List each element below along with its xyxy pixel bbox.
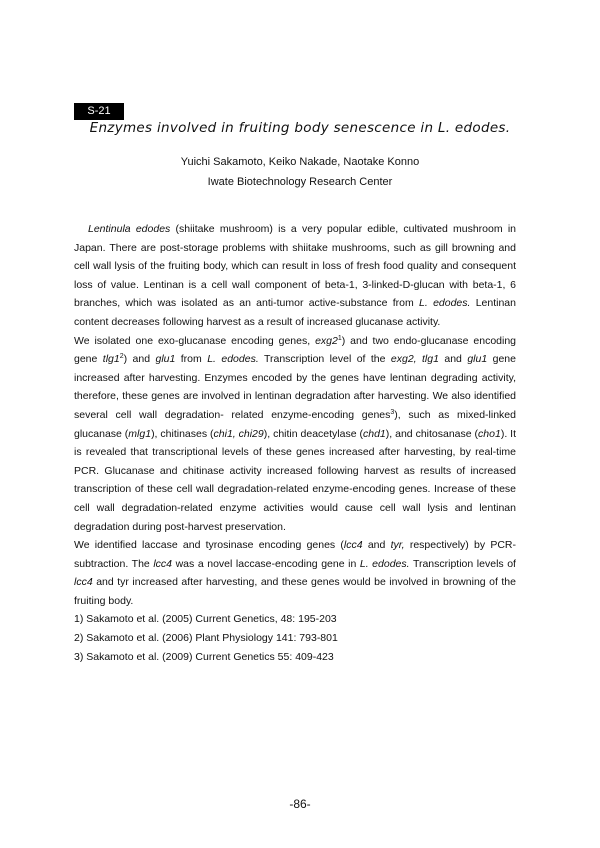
text-run: and tyr increased after harvesting, and these genes would be involved in browning of the fruiting body. (74, 576, 516, 607)
species-name: L. edodes. (359, 557, 410, 570)
text-run: respectively) by PCR-subtraction. The (74, 539, 516, 570)
text-run: Transcription level of the (258, 353, 391, 366)
text-run: ), chitinases ( (151, 427, 214, 440)
citation-marker: 1 (337, 334, 342, 342)
gene-name: glu1 (467, 353, 488, 366)
text-run: ), chitin deacetylase ( (263, 427, 363, 440)
text-run: was a novel laccase-encoding gene in (172, 557, 360, 570)
text-run: and (362, 539, 391, 552)
paper-title: Enzymes involved in fruiting body senescence in L. edodes. (89, 120, 511, 136)
text-run: ), such as mixed-linked glucanase ( (74, 408, 516, 440)
text-run: and (438, 353, 468, 366)
text-run: We identified laccase and tyrosinase encoding genes ( (74, 539, 344, 552)
text-run: Lentinan content decreases following harvest as a result of increased glucanase activity. (74, 297, 516, 328)
gene-name: cho1 (478, 427, 501, 440)
gene-name: chi1, chi29 (213, 427, 264, 440)
reference-item: 3) Sakamoto et al. (2009) Current Genetics 55: 409-423 (74, 650, 334, 663)
abstract-body (74, 220, 516, 666)
affiliation: Iwate Biotechnology Research Center (207, 176, 393, 188)
reference-item: 2) Sakamoto et al. (2006) Plant Physiology 141: 793-801 (74, 632, 338, 645)
text-run: from (175, 353, 208, 366)
gene-name: exg2, tlg1 (390, 353, 439, 366)
reference-list (74, 610, 516, 666)
paragraph-glucanase (74, 332, 516, 537)
paragraph-laccase (74, 536, 516, 610)
gene-name: chd1 (363, 427, 386, 440)
citation-marker: 2 (119, 353, 124, 361)
text-run: ) and two endo-glucanase encoding gene (74, 334, 517, 366)
text-run: We isolated one exo-glucanase encoding genes, (74, 334, 316, 347)
text-run: ) and (123, 353, 156, 366)
gene-name: tyr, (390, 539, 405, 552)
paragraph-intro (74, 220, 516, 332)
species-name: Lentinula edodes (88, 223, 171, 235)
citation-marker: 3 (390, 408, 395, 416)
gene-name: lcc4 (74, 576, 93, 589)
gene-name: mlg1 (128, 427, 152, 440)
text-run: (shiitake mushroom) is a very popular edible, cultivated mushroom in Japan. There are post-storage problems with shiitake mushrooms, such as gill browning and cell wall lysis of the fruiting body, which can result in loss of fresh food quality and consequent loss of value. Lentinan is a cell wall component of beta-1, 3-linked-D-glucan with beta-1, 6 branches, which was isolated as an anti-tumor active-substance from (74, 223, 516, 310)
session-code-badge: S-21 (74, 103, 124, 120)
author-list: Yuichi Sakamoto, Keiko Nakade, Naotake Konno (180, 156, 420, 168)
page-number: -86- (289, 797, 311, 811)
species-name: L. edodes. (419, 297, 471, 310)
reference-item: 1) Sakamoto et al. (2005) Current Genetics, 48: 195-203 (74, 613, 337, 626)
text-run: ), and chitosanase ( (385, 427, 479, 440)
gene-name: glu1 (155, 353, 176, 366)
text-run: gene increased after harvesting. Enzymes encoded by the genes have lentinan degrading activity, therefore, these genes are involved in lentinan degradation after harvesting. We also identified several cell wall degradation- related enzyme-encoding genes (74, 353, 516, 421)
gene-name: tlg1 (102, 353, 120, 366)
text-run: Transcription levels of (409, 557, 516, 570)
gene-name: exg2 (315, 334, 338, 347)
species-name: L. edodes. (207, 353, 259, 366)
gene-name: lcc4 (343, 539, 363, 552)
gene-name: lcc4 (153, 557, 173, 570)
text-run: ). It is revealed that transcriptional levels of these genes increased after harvesting, by real-time PCR. Glucanase and chitinase activity increased following harvest as results of increased transcription of these cell wall degradation-related enzyme-encoding genes. Increase of these cell wall degradation-related enzyme activities would cause cell wall lysis and lentinan degradation during post-harvest preservation. (74, 427, 517, 533)
